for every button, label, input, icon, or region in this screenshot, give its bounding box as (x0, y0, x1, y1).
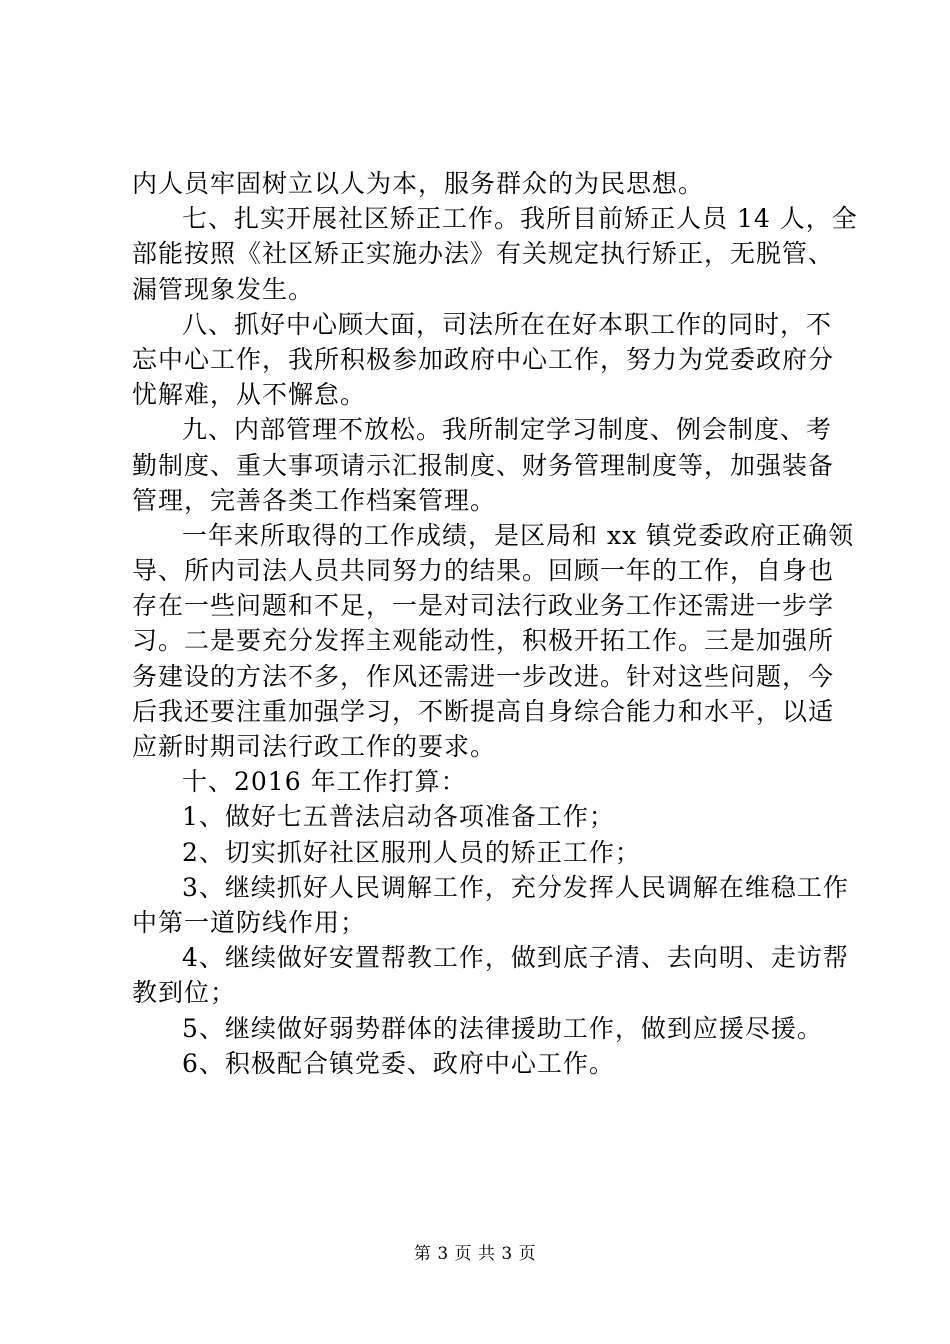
text-line: 应新时期司法行政工作的要求。 (132, 732, 497, 761)
text-line: 3、继续抓好人民调解工作，充分发挥人民调解在维稳工作 (182, 872, 849, 902)
text-line: 管理，完善各类工作档案管理。 (132, 485, 497, 515)
text-line: 忧解难，从不懈怠。 (132, 380, 367, 410)
text-line: 部能按照《社区矫正实施办法》有关规定执行矫正，无脱管、 (132, 239, 835, 269)
page-footer: 第 3 页 共 3 页 (413, 1244, 537, 1264)
document-body (132, 166, 858, 1081)
text-line: 忘中心工作，我所积极参加政府中心工作，努力为党委政府分 (132, 344, 835, 374)
text-line: 习。二是要充分发挥主观能动性，积极开拓工作。三是加强所 (132, 626, 835, 656)
text-line: 导、所内司法人员共同努力的结果。回顾一年的工作，自身也 (132, 556, 835, 586)
text-line: 2、切实抓好社区服刑人员的矫正工作； (182, 837, 641, 867)
text-line: 一年来所取得的工作成绩，是区局和 xx 镇党委政府正确领 (182, 520, 855, 550)
text-line: 十、2016 年工作打算： (182, 767, 467, 797)
text-line: 5、继续做好弱势群体的法律援助工作，做到应援尽援。 (182, 1013, 823, 1043)
text-line: 后我还要注重加强学习，不断提高自身综合能力和水平，以适 (132, 696, 835, 726)
text-line: 6、积极配合镇党委、政府中心工作。 (182, 1048, 615, 1078)
text-line: 内人员牢固树立以人为本，服务群众的为民思想。 (132, 169, 705, 198)
text-line: 4、继续做好安置帮教工作，做到底子清、去向明、走访帮 (182, 943, 849, 973)
text-line: 存在一些问题和不足，一是对司法行政业务工作还需进一步学 (132, 591, 835, 621)
text-line: 教到位； (132, 978, 237, 1008)
text-line: 中第一道防线作用； (132, 907, 367, 937)
text-line: 七、扎实开展社区矫正工作。我所目前矫正人员 14 人，全 (182, 204, 858, 234)
text-line: 1、做好七五普法启动各项准备工作； (182, 802, 615, 832)
text-line: 漏管现象发生。 (132, 274, 315, 304)
text-line: 八、抓好中心顾大面，司法所在在好本职工作的同时，不 (182, 309, 833, 339)
text-line: 九、内部管理不放松。我所制定学习制度、例会制度、考 (182, 415, 833, 445)
text-line: 务建设的方法不多，作风还需进一步改进。针对这些问题，今 (132, 661, 835, 691)
text-line: 勤制度、重大事项请示汇报制度、财务管理制度等，加强装备 (132, 450, 835, 480)
